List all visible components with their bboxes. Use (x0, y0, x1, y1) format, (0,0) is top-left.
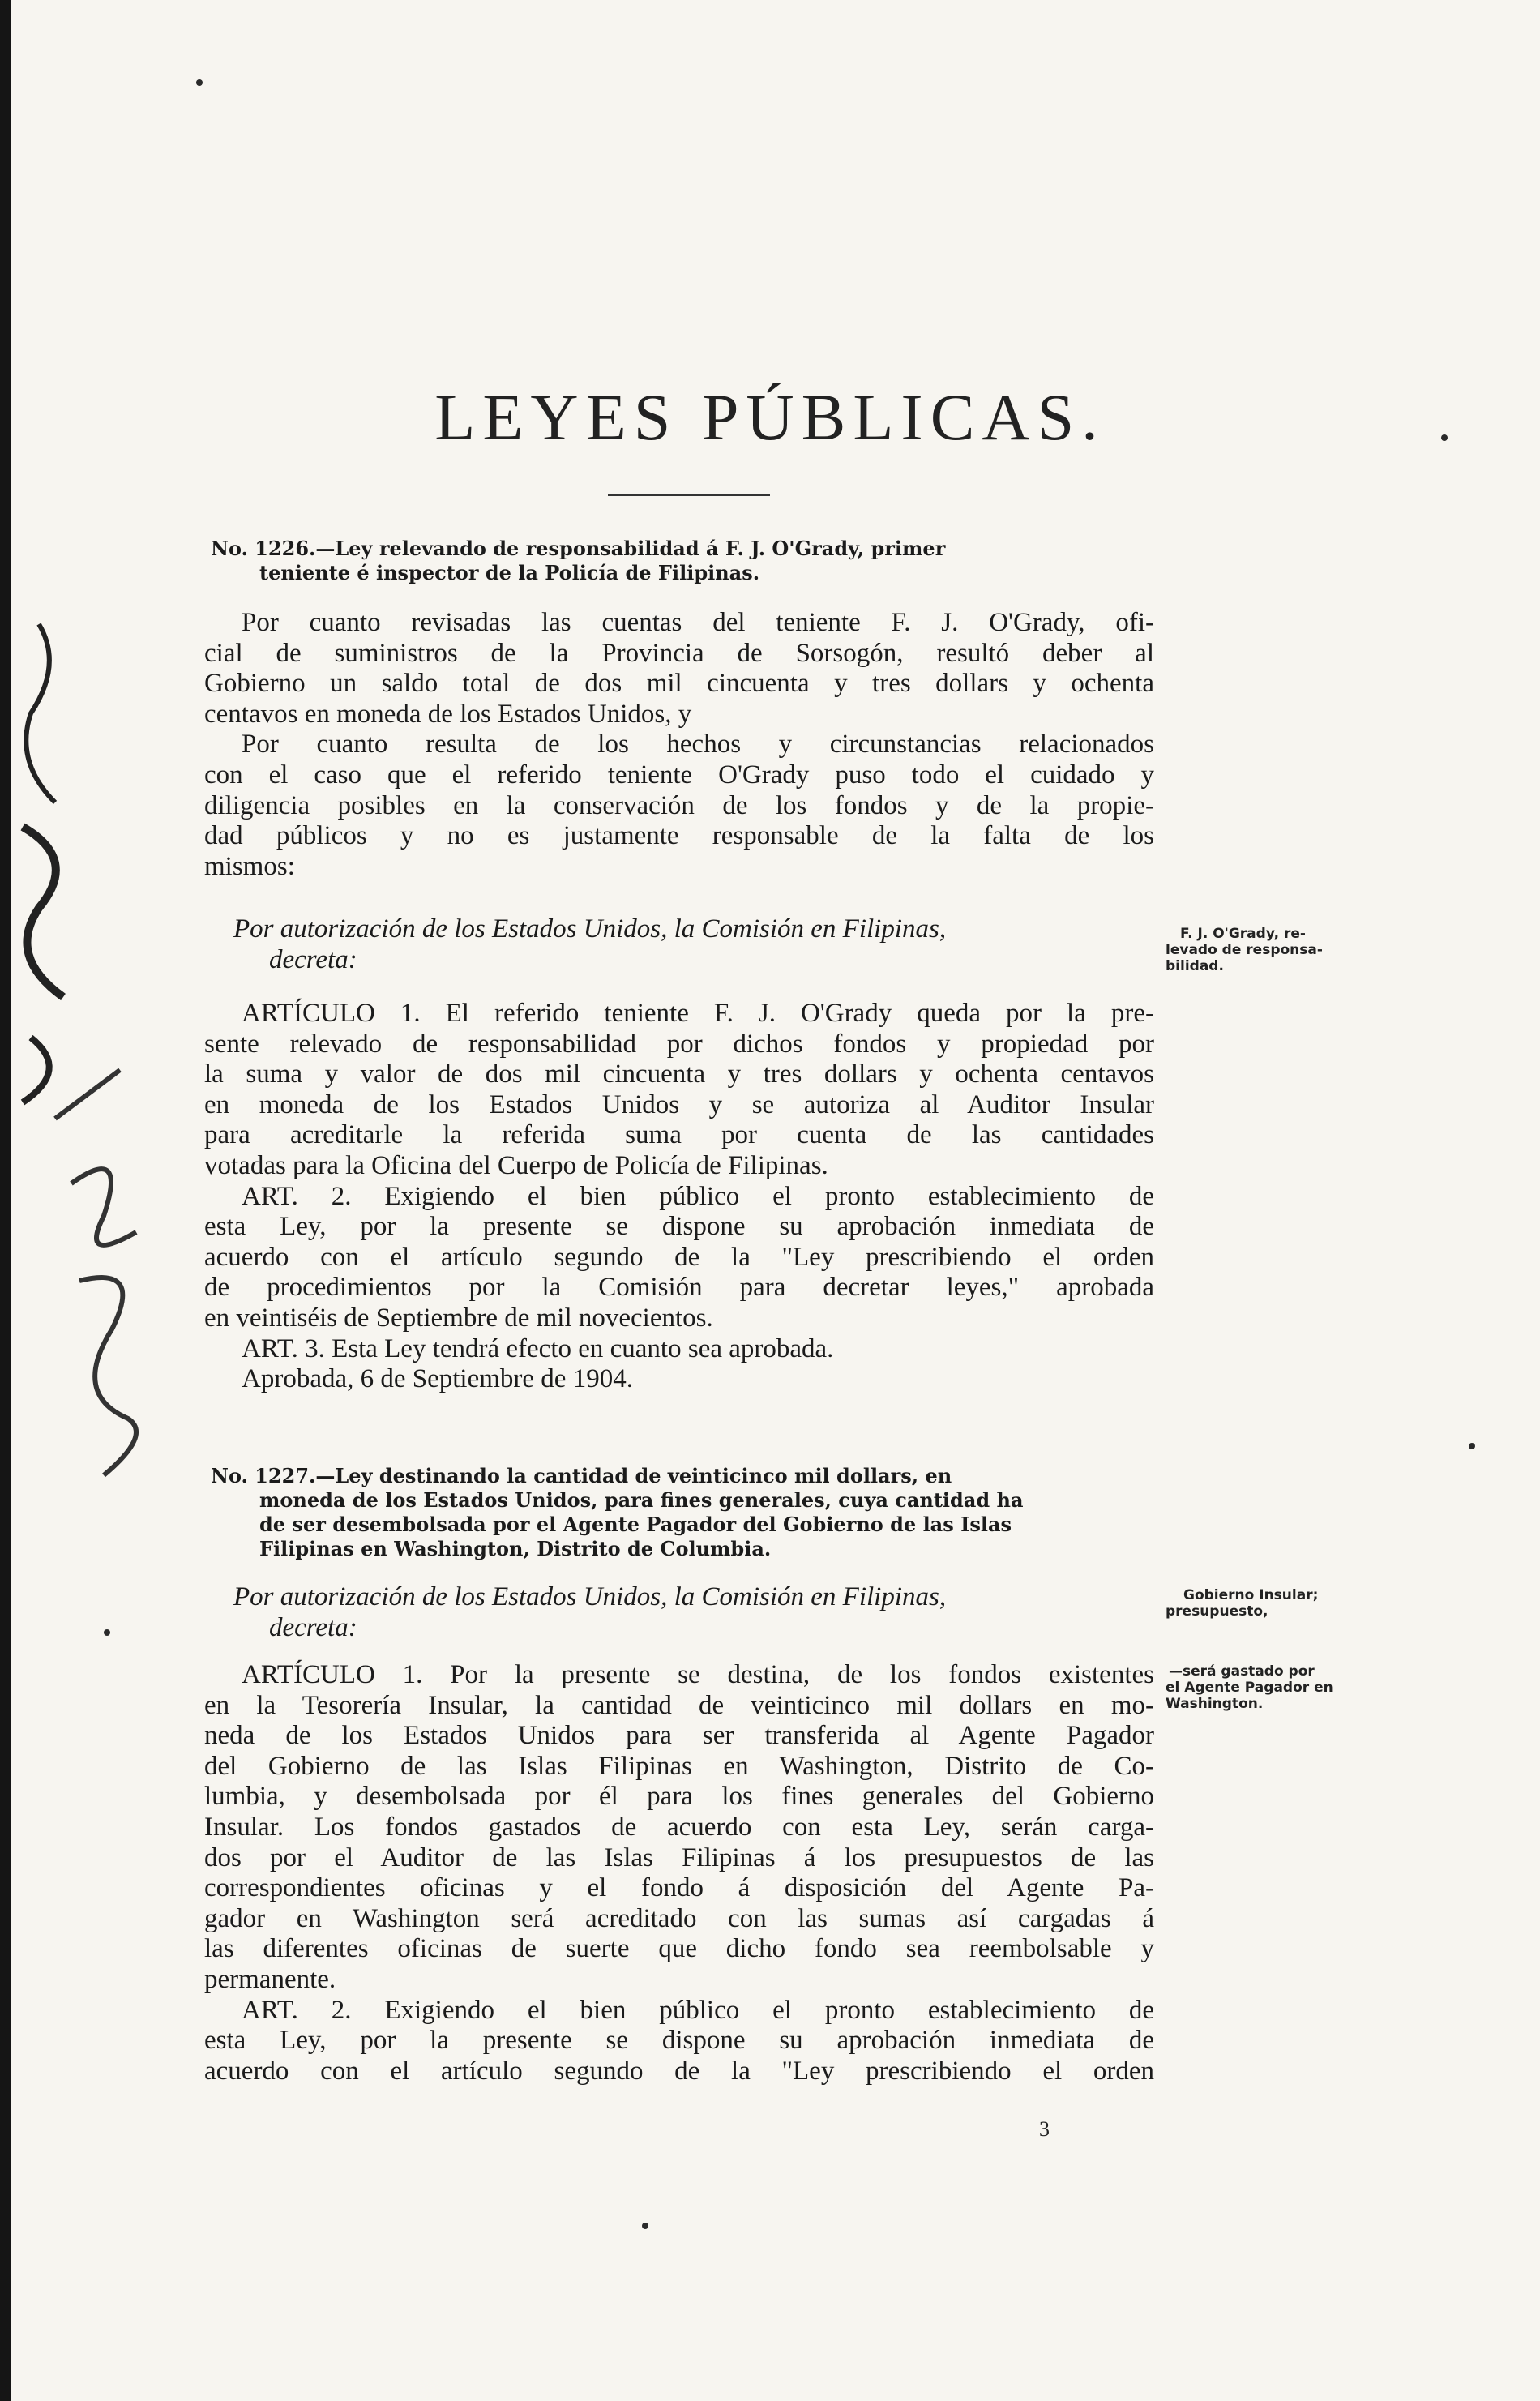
text-line: esta Ley, por la presente se dispone su aprobación inmediata de (204, 1212, 1154, 1242)
side-note-line: F. J. O'Grady, re- (1180, 926, 1306, 942)
text-line: decreta: (269, 1612, 357, 1642)
heading-line: Filipinas en Washington, Distrito de Columbia. (259, 1537, 772, 1560)
text-line: en la Tesorería Insular, la cantidad de veinticinco mil dollars en mo- (204, 1690, 1154, 1720)
text-line: en veintiséis de Septiembre de mil novecientos. (204, 1303, 713, 1333)
speck (196, 79, 203, 86)
text-line: ART. 2. Exigiendo el bien público el pronto establecimiento de (242, 1995, 1154, 2025)
text-line: la suma y valor de dos mil cincuenta y tres dollars y ochenta centavos (204, 1059, 1154, 1089)
heading-line: No. 1226.—Ley relevando de responsabilidad á F. J. O'Grady, primer (211, 537, 946, 560)
text-line: neda de los Estados Unidos para ser transferida al Agente Pagador (204, 1721, 1154, 1751)
page-number: 3 (1039, 2117, 1050, 2141)
text-line: acuerdo con el artículo segundo de la "Ley prescribiendo el orden (204, 2056, 1154, 2086)
side-note-line: el Agente Pagador en (1166, 1680, 1333, 1696)
text-line: votadas para la Oficina del Cuerpo de Policía de Filipinas. (204, 1150, 828, 1180)
speck (104, 1629, 110, 1636)
text-line: ARTÍCULO 1. Por la presente se destina, de los fondos existentes (242, 1660, 1154, 1689)
text-line: en moneda de los Estados Unidos y se autoriza al Auditor Insular (204, 1089, 1154, 1119)
text-line: las diferentes oficinas de suerte que dicho fondo sea reembolsable y (204, 1934, 1154, 1964)
text-line: Por cuanto revisadas las cuentas del teniente F. J. O'Grady, ofi- (242, 608, 1154, 637)
text-line: lumbia, y desembolsada por él para los fines generales del Gobierno (204, 1782, 1154, 1812)
text-line: del Gobierno de las Islas Filipinas en Washington, Distrito de Co- (204, 1751, 1154, 1781)
law-1227-heading (211, 1464, 1159, 1561)
text-line: decreta: (269, 944, 357, 974)
heading-line: moneda de los Estados Unidos, para fines generales, cuya cantidad ha (259, 1488, 1024, 1512)
text-line: dad públicos y no es justamente responsable de la falta de los (204, 821, 1154, 851)
heading-line: teniente é inspector de la Policía de Filipinas. (259, 561, 760, 584)
text-line: permanente. (204, 1964, 336, 1994)
side-note-line: bilidad. (1166, 958, 1224, 974)
text-line: centavos en moneda de los Estados Unidos, y (204, 699, 692, 729)
approval-date: Aprobada, 6 de Septiembre de 1904. (242, 1364, 633, 1394)
text-line: acuerdo con el artículo segundo de la "Ley prescribiendo el orden (204, 1242, 1154, 1272)
law-1227-side-note-agent (1166, 1663, 1401, 1712)
text-line: ARTÍCULO 1. El referido teniente F. J. O'Grady queda por la pre- (242, 999, 1154, 1028)
text-line: diligencia posibles en la conservación de los fondos y de la propie- (204, 790, 1154, 820)
text-line: Gobierno un saldo total de dos mil cincuenta y tres dollars y ochenta (204, 669, 1154, 699)
title-divider (608, 494, 770, 496)
law-1227-side-note-budget (1166, 1587, 1401, 1620)
law-1226-articles (204, 999, 1154, 1395)
law-1226-side-note (1166, 926, 1401, 974)
law-1226-heading (211, 537, 1159, 585)
side-note-line: —será gastado por (1169, 1663, 1315, 1680)
text-line: esta Ley, por la presente se dispone su aprobación inmediata de (204, 2026, 1154, 2056)
text-line: ART. 3. Esta Ley tendrá efecto en cuanto sea aprobada. (242, 1333, 834, 1363)
law-1227-enacting-clause (204, 1582, 1154, 1643)
text-line: Por autorización de los Estados Unidos, la Comisión en Filipinas, (233, 914, 947, 944)
handwritten-margin-note (6, 616, 193, 1508)
text-line: con el caso que el referido teniente O'Grady puso todo el cuidado y (204, 760, 1154, 790)
law-1227-articles (204, 1660, 1154, 2086)
law-1226-preamble (204, 608, 1154, 882)
text-line: Por autorización de los Estados Unidos, la Comisión en Filipinas, (233, 1582, 947, 1611)
text-line: mismos: (204, 851, 295, 881)
heading-line: No. 1227.—Ley destinando la cantidad de veinticinco mil dollars, en (211, 1464, 952, 1487)
text-line: cial de suministros de la Provincia de Sorsogón, resultó deber al (204, 638, 1154, 668)
page-title: LEYES PÚBLICAS. (434, 380, 1106, 454)
text-line: Por cuanto resulta de los hechos y circunstancias relacionados (242, 730, 1154, 760)
text-line: Insular. Los fondos gastados de acuerdo con esta Ley, serán carga- (204, 1812, 1154, 1842)
text-line: ART. 2. Exigiendo el bien público el pronto establecimiento de (242, 1181, 1154, 1211)
speck (1469, 1443, 1475, 1449)
heading-line: de ser desembolsada por el Agente Pagador del Gobierno de las Islas (259, 1513, 1012, 1536)
side-note-line: levado de responsa- (1166, 942, 1323, 958)
side-note-line: Gobierno Insular; (1183, 1587, 1319, 1603)
text-line: de procedimientos por la Comisión para decretar leyes," aprobada (204, 1273, 1154, 1303)
text-line: dos por el Auditor de las Islas Filipinas á los presupuestos de las (204, 1842, 1154, 1872)
text-line: sente relevado de responsabilidad por dichos fondos y propiedad por (204, 1029, 1154, 1059)
law-1226-enacting-clause (204, 914, 1154, 975)
text-line: para acreditarle la referida suma por cuenta de las cantidades (204, 1120, 1154, 1150)
side-note-line: Washington. (1166, 1696, 1264, 1712)
speck (642, 2223, 648, 2229)
text-line: correspondientes oficinas y el fondo á disposición del Agente Pa- (204, 1873, 1154, 1903)
side-note-line: presupuesto, (1166, 1603, 1268, 1620)
text-line: gador en Washington será acreditado con las sumas así cargadas á (204, 1903, 1154, 1933)
